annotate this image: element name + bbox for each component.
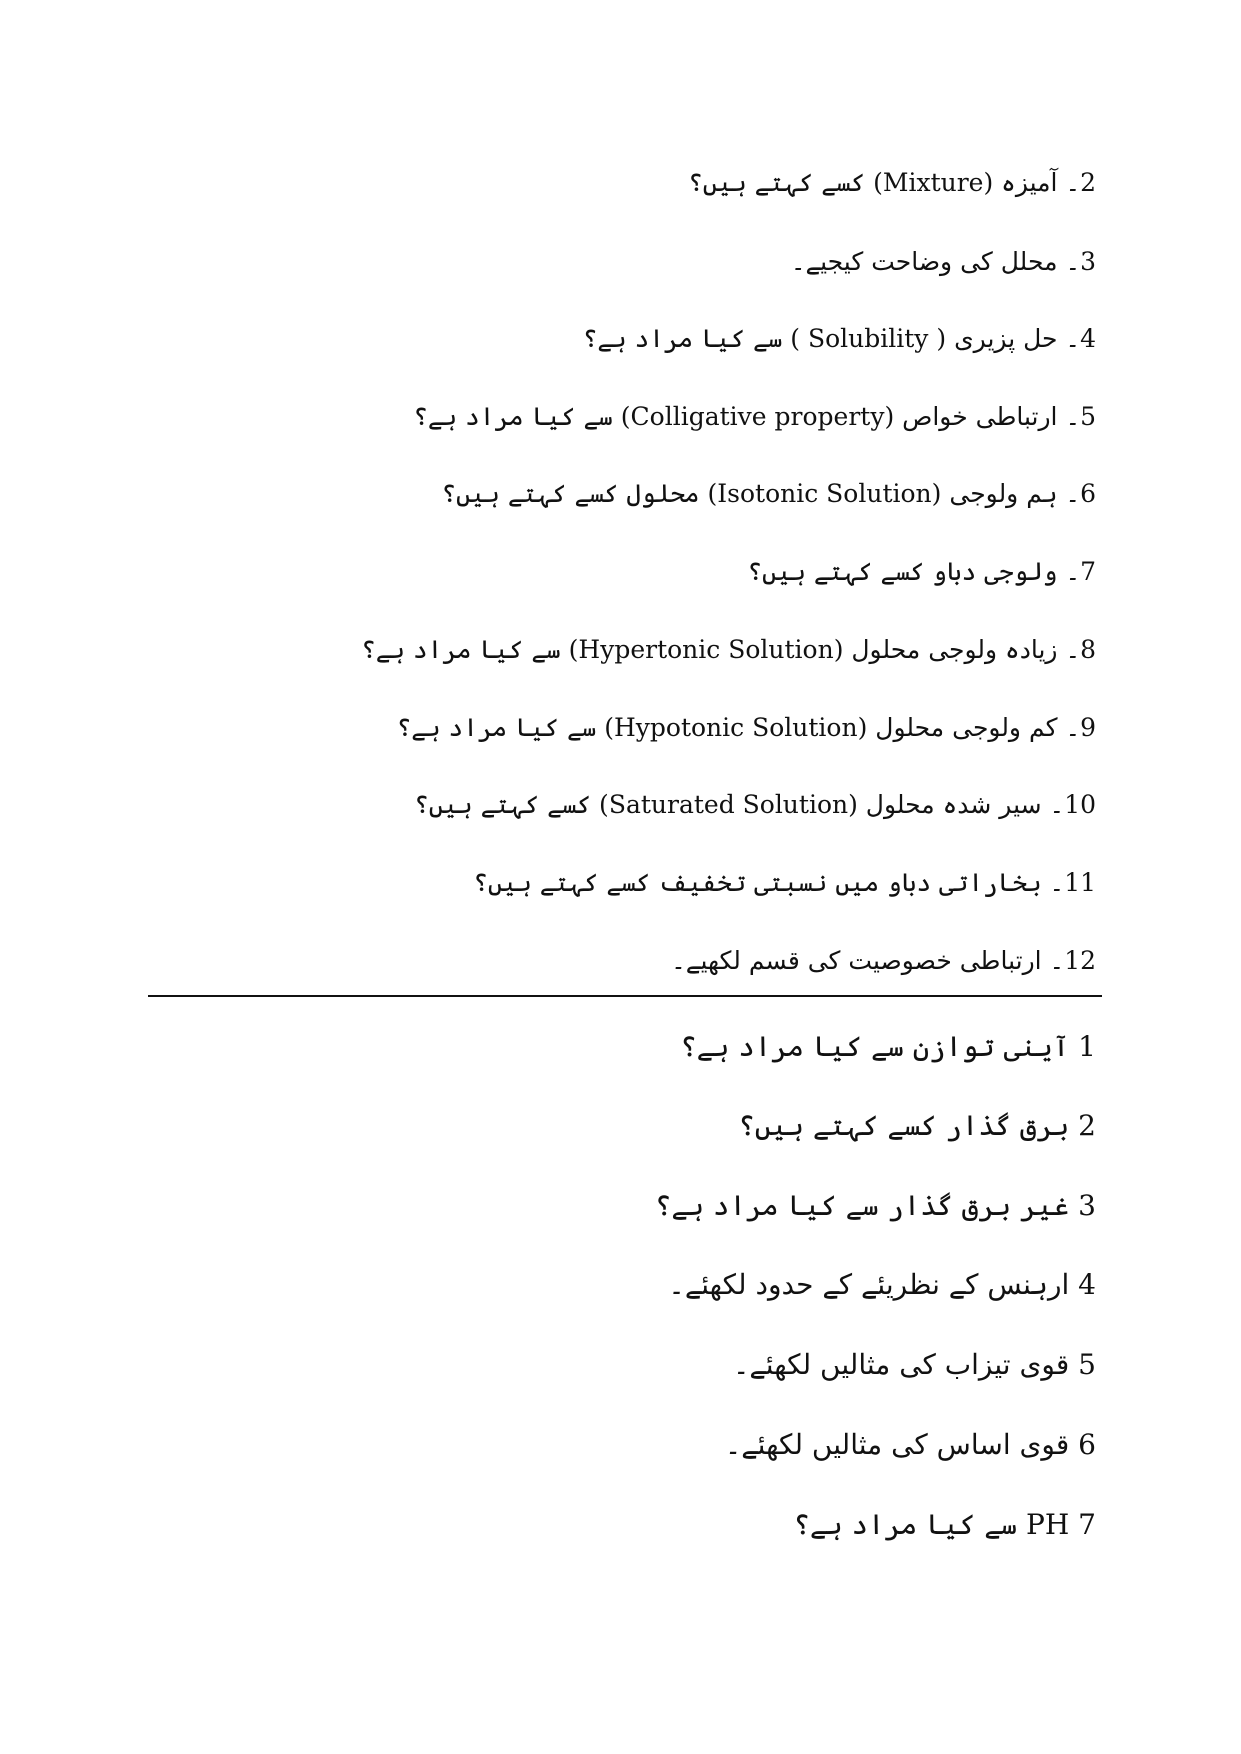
question-colligative-property: 5۔ ارتباطی خواص (Colligative property) سے کیا مراد ہے؟ (413, 402, 1096, 431)
question-vapour-pressure-lowering: 11۔ بخاراتی دباو میں نسبتی تخفیف کسے کہتے ہیں؟ (473, 868, 1096, 897)
question-ph-meaning: 7 PH سے کیا مراد ہے؟ (793, 1508, 1096, 1541)
question-colligative-types: 12۔ ارتباطی خصوصیت کی قسم لکھیے۔ (671, 946, 1096, 975)
question-isotonic-solution: 6۔ ہم ولوجی (Isotonic Solution) محلول کسے کہتے ہیں؟ (441, 479, 1096, 508)
question-osmotic-pressure: 7۔ ولوجی دباو کسے کہتے ہیں؟ (747, 557, 1096, 586)
section-divider (148, 995, 1102, 997)
question-strong-base-examples: 6 قوی اساس کی مثالیں لکھئے۔ (724, 1428, 1096, 1461)
question-saturated-solution: 10۔ سیر شدہ محلول (Saturated Solution) کسے کہتے ہیں؟ (414, 790, 1096, 819)
question-hypertonic-solution: 8۔ زیادہ ولوجی محلول (Hypertonic Solution) سے کیا مراد ہے؟ (361, 635, 1096, 664)
question-solvent: 3۔ محلل کی وضاحت کیجیے۔ (790, 247, 1096, 276)
question-solubility: 4۔ حل پزیری ( Solubility ) سے کیا مراد ہے؟ (582, 324, 1096, 353)
question-strong-acid-examples: 5 قوی تیزاب کی مثالیں لکھئے۔ (732, 1348, 1096, 1381)
question-electrolyte: 2 برق گذار کسے کہتے ہیں؟ (738, 1109, 1096, 1142)
question-hypotonic-solution: 9۔ کم ولوجی محلول (Hypotonic Solution) سے کیا مراد ہے؟ (396, 713, 1096, 742)
question-mixture: 2۔ آمیزہ (Mixture) کسے کہتے ہیں؟ (688, 168, 1096, 197)
question-arrhenius-limitations: 4 ارہنس کے نظریئے کے حدود لکھئے۔ (668, 1268, 1096, 1301)
question-non-electrolyte: 3 غیر برق گذار سے کیا مراد ہے؟ (654, 1189, 1096, 1222)
question-ionic-equilibrium: 1 آینی توازن سے کیا مراد ہے؟ (680, 1030, 1096, 1063)
